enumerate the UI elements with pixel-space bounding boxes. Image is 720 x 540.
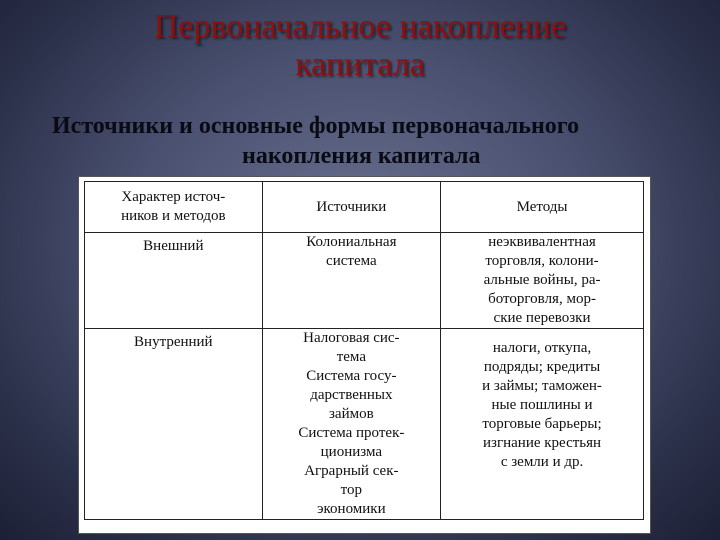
line: и займы; таможен- — [482, 378, 602, 394]
line: неэквивалентная — [488, 234, 596, 250]
line: Колониальная — [306, 234, 397, 250]
line: боторговля, мор- — [488, 291, 596, 307]
line: торговые барьеры; — [482, 416, 602, 432]
header-character-line: ников и методов — [121, 208, 226, 224]
cell-character — [85, 233, 263, 329]
subtitle-line-2: накопления капитала — [242, 143, 481, 169]
line: Система протек- — [298, 425, 405, 441]
cell-methods — [441, 233, 644, 329]
line: с земли и др. — [500, 454, 584, 470]
slide-title — [0, 8, 720, 84]
cell-character-text: Внешний — [143, 238, 204, 254]
line: торговля, колони- — [485, 253, 599, 269]
slide-title-line-2: капитала — [295, 46, 425, 83]
line: ские перевозки — [493, 310, 591, 326]
cell-methods — [441, 329, 644, 520]
line: налоги, откупа, — [492, 340, 592, 356]
line: ные пошлины и — [491, 397, 593, 413]
table-row — [85, 233, 644, 329]
line: альные войны, ра- — [483, 272, 601, 288]
line: подряды; кредиты — [483, 359, 601, 375]
line: ционизма — [320, 444, 383, 460]
cell-sources — [262, 329, 440, 520]
line: дарственных — [310, 387, 393, 403]
cell-sources — [262, 233, 440, 329]
slide-subtitle — [52, 111, 692, 171]
subtitle-line-1: Источники и основные формы первоначального — [52, 113, 580, 139]
table-header-row — [85, 182, 644, 233]
header-sources: Источники — [262, 182, 440, 233]
header-character-line: Характер источ- — [121, 189, 226, 205]
line: Система госу- — [306, 368, 397, 384]
line: система — [326, 253, 377, 269]
line: изгнание крестьян — [483, 435, 602, 451]
cell-character-text: Внутренний — [134, 334, 213, 350]
slide-title-line-1: Первоначальное накопление — [153, 8, 567, 45]
line: тема — [336, 349, 366, 365]
line: тор — [340, 482, 363, 498]
header-character — [85, 182, 263, 233]
cell-character — [85, 329, 263, 520]
header-methods: Методы — [441, 182, 644, 233]
accumulation-table — [84, 181, 644, 520]
line: экономики — [317, 501, 386, 517]
line: займов — [329, 406, 374, 422]
table-image — [78, 176, 651, 534]
line: Налоговая сис- — [303, 330, 400, 346]
line: Аграрный сек- — [304, 463, 399, 479]
table-row — [85, 329, 644, 520]
